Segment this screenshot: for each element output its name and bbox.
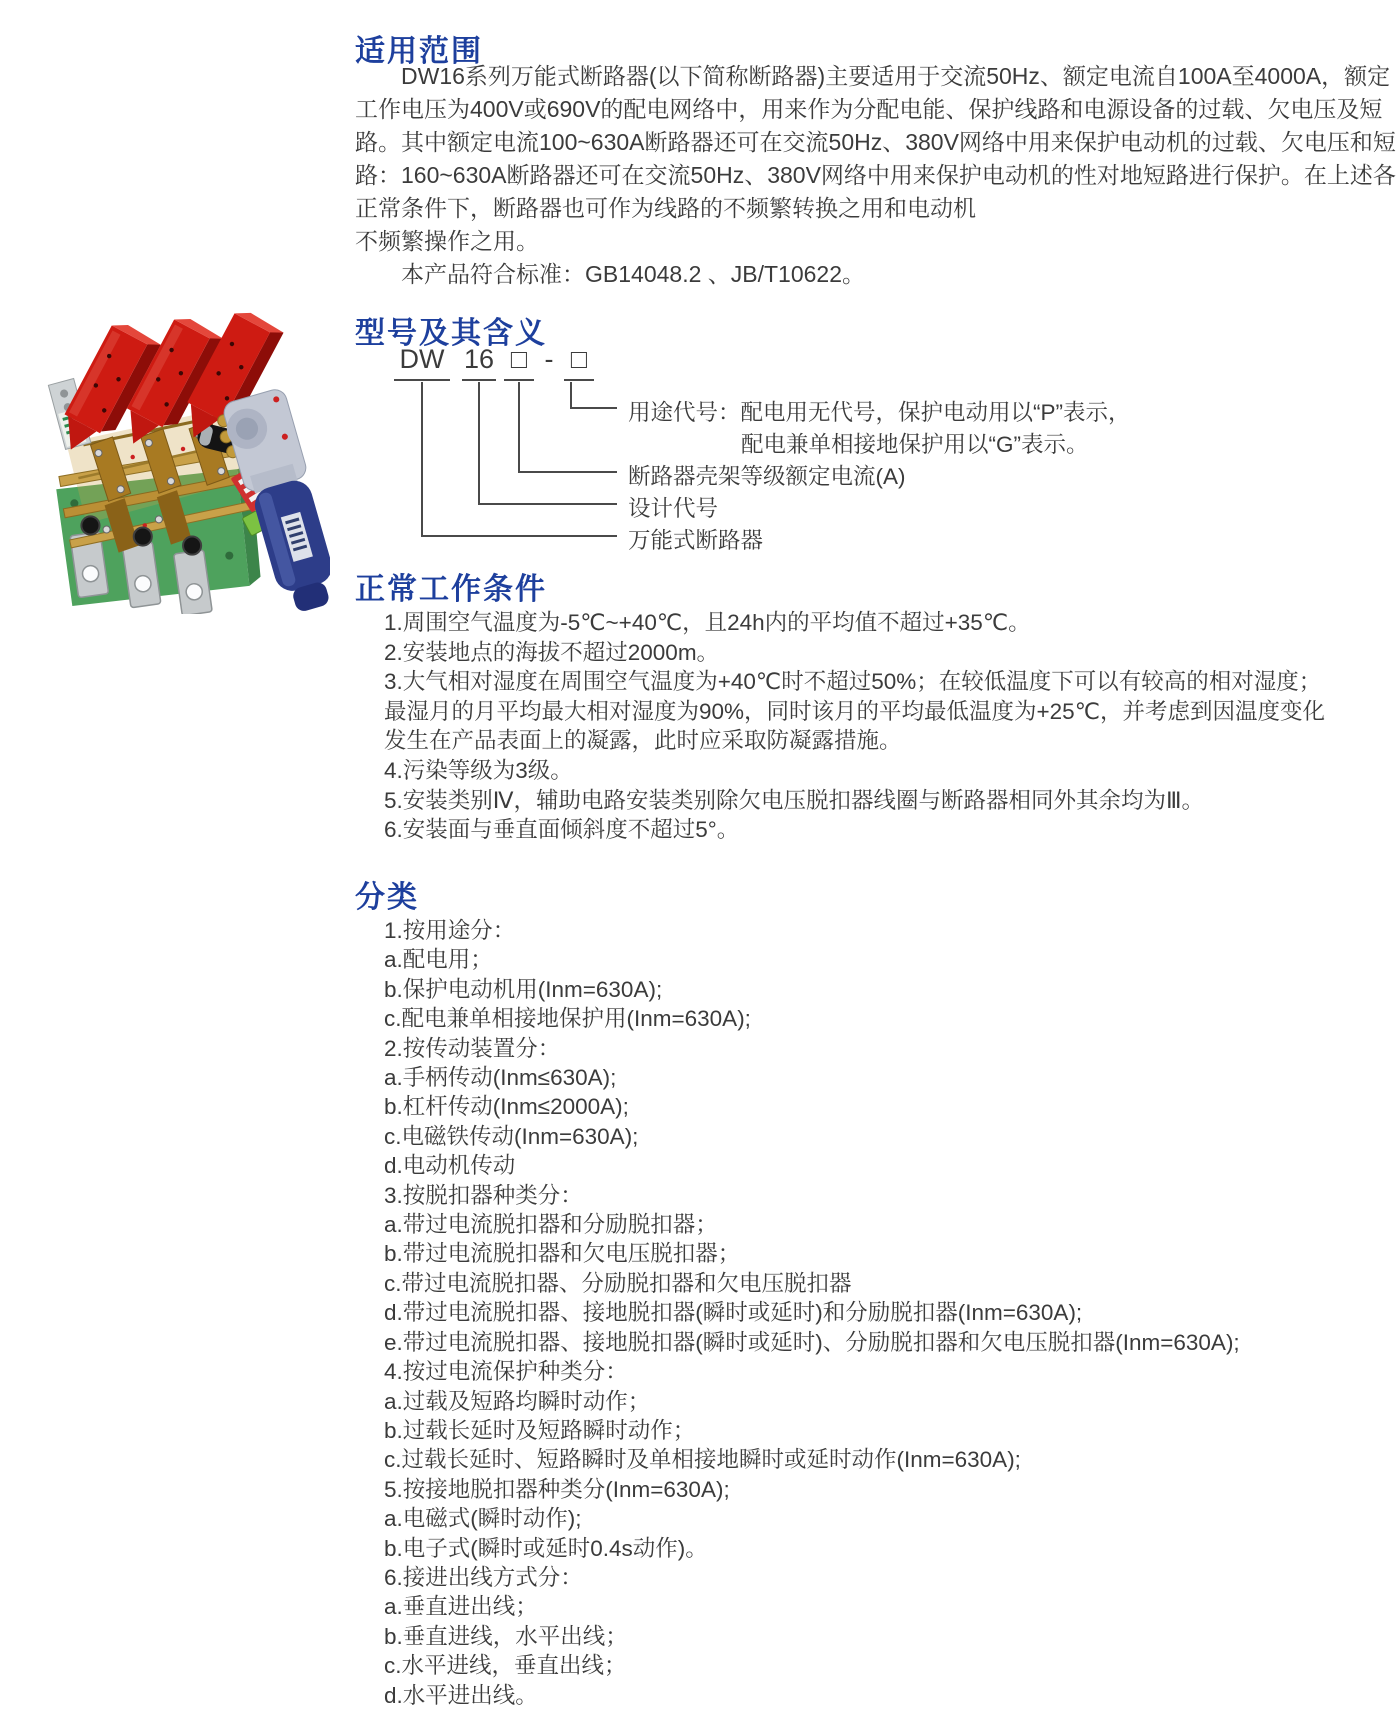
scope-paragraph <box>355 60 1396 291</box>
text-line: 3.大气相对湿度在周围空气温度为+40℃时不超过50%；在较低温度下可以有较高的相对湿度； <box>384 669 1322 695</box>
text-line: 不频繁操作之用。 <box>355 228 539 254</box>
text-line: d.电动机传动 <box>384 1153 516 1179</box>
text-line: 2.按传动装置分： <box>384 1035 561 1061</box>
text-line: e.带过电流脱扣器、接地脱扣器(瞬时或延时)、分励脱扣器和欠电压脱扣器(Inm=630A); <box>384 1329 1240 1355</box>
text-line: a.垂直进出线； <box>384 1594 538 1620</box>
text-line: 最湿月的月平均最大相对湿度为90%，同时该月的平均最低温度为+25℃，并考虑到因温度变化 <box>384 698 1325 724</box>
text-line: 正常条件下，断路器也可作为线路的不频繁转换之用和电动机 <box>355 195 976 221</box>
text-line: c.配电兼单相接地保护用(Inm=630A); <box>384 1006 751 1032</box>
model-token-usage-box: □ <box>564 344 594 381</box>
model-token-frame-box: □ <box>504 344 534 381</box>
text-line: DW16系列万能式断路器(以下简称断路器)主要适用于交流50Hz、额定电流自100A至4000A，额定 <box>355 63 1391 89</box>
text-line: d.带过电流脱扣器、接地脱扣器(瞬时或延时)和分励脱扣器(Inm=630A); <box>384 1300 1083 1326</box>
text-line: 路。其中额定电流100~630A断路器还可在交流50Hz、380V网络中用来保护电动机的过载、欠电压和短 <box>355 129 1396 155</box>
text-line: 5.按接地脱扣器种类分(Inm=630A); <box>384 1476 730 1502</box>
text-line: 2.安装地点的海拔不超过2000m。 <box>384 639 720 665</box>
text-line: 路：160~630A断路器还可在交流50Hz、380V网络中用来保护电动机的性对地短路进行保护。在上述各 <box>355 162 1396 188</box>
text-line: b.带过电流脱扣器和欠电压脱扣器； <box>384 1241 741 1267</box>
scope-title: 适用范围 <box>355 35 483 68</box>
text-line: a.电磁式(瞬时动作); <box>384 1506 582 1532</box>
product-photo <box>28 292 330 614</box>
text-line: a.手柄传动(Inm≤630A); <box>384 1065 617 1091</box>
text-line: b.过载长延时及短路瞬时动作； <box>384 1417 696 1443</box>
text-line: 5.安装类别Ⅳ，辅助电路安装类别除欠电压脱扣器线圈与断路器相同外其余均为Ⅲ。 <box>384 787 1205 813</box>
classification-title: 分类 <box>355 881 419 914</box>
text-line: 3.按脱扣器种类分： <box>384 1182 583 1208</box>
text-line: 1.按用途分： <box>384 918 516 943</box>
conditions-list <box>384 608 1325 845</box>
callout-design-code: 设计代号 <box>628 496 719 521</box>
text-line: 4.按过电流保护种类分： <box>384 1359 628 1385</box>
text-line: d.水平进出线。 <box>384 1682 538 1708</box>
callout-usage-line2: 配电兼单相接地保护用以“G”表示。 <box>741 432 1089 457</box>
text-line: a.带过电流脱扣器和分励脱扣器； <box>384 1212 718 1238</box>
text-line: b.电子式(瞬时或延时0.4s动作)。 <box>384 1535 708 1561</box>
conditions-title: 正常工作条件 <box>355 573 547 606</box>
text-line: c.带过电流脱扣器、分励脱扣器和欠电压脱扣器 <box>384 1270 852 1296</box>
text-line: 4.污染等级为3级。 <box>384 757 573 783</box>
text-line: c.过载长延时、短路瞬时及单相接地瞬时或延时动作(Inm=630A); <box>384 1447 1021 1473</box>
callout-usage-line1: 用途代号：配电用无代号，保护电动用以“P”表示， <box>628 400 1131 425</box>
text-line: a.配电用； <box>384 947 493 973</box>
text-line: c.水平进线，垂直出线； <box>384 1653 627 1679</box>
text-line: 1.周围空气温度为-5℃~+40℃，且24h内的平均值不超过+35℃。 <box>384 610 1031 635</box>
classification-list <box>384 916 1240 1710</box>
callout-breaker-type: 万能式断路器 <box>628 528 764 553</box>
text-line: a.过载及短路均瞬时动作； <box>384 1388 651 1414</box>
model-token-dw: DW <box>394 344 450 381</box>
text-line: 6.接进出线方式分： <box>384 1564 583 1590</box>
text-line: b.杠杆传动(Inm≤2000A); <box>384 1094 629 1120</box>
text-line: 发生在产品表面上的凝露，此时应采取防凝露措施。 <box>384 728 902 754</box>
text-line: 本产品符合标准：GB14048.2 、JB/T10622。 <box>355 261 865 287</box>
text-line: c.电磁铁传动(Inm=630A); <box>384 1123 639 1149</box>
model-token-16: 16 <box>462 344 496 381</box>
model-title: 型号及其含义 <box>355 317 547 350</box>
text-line: b.垂直进线，水平出线； <box>384 1623 628 1649</box>
text-line: 工作电压为400V或690V的配电网络中，用来作为分配电能、保护线路和电源设备的过载、欠电压及短 <box>355 96 1383 122</box>
callout-frame-current: 断路器壳架等级额定电流(A) <box>628 464 906 489</box>
model-token-dash: - <box>544 344 554 374</box>
text-line: b.保护电动机用(Inm=630A); <box>384 976 663 1002</box>
text-line: 6.安装面与垂直面倾斜度不超过5°。 <box>384 817 740 843</box>
